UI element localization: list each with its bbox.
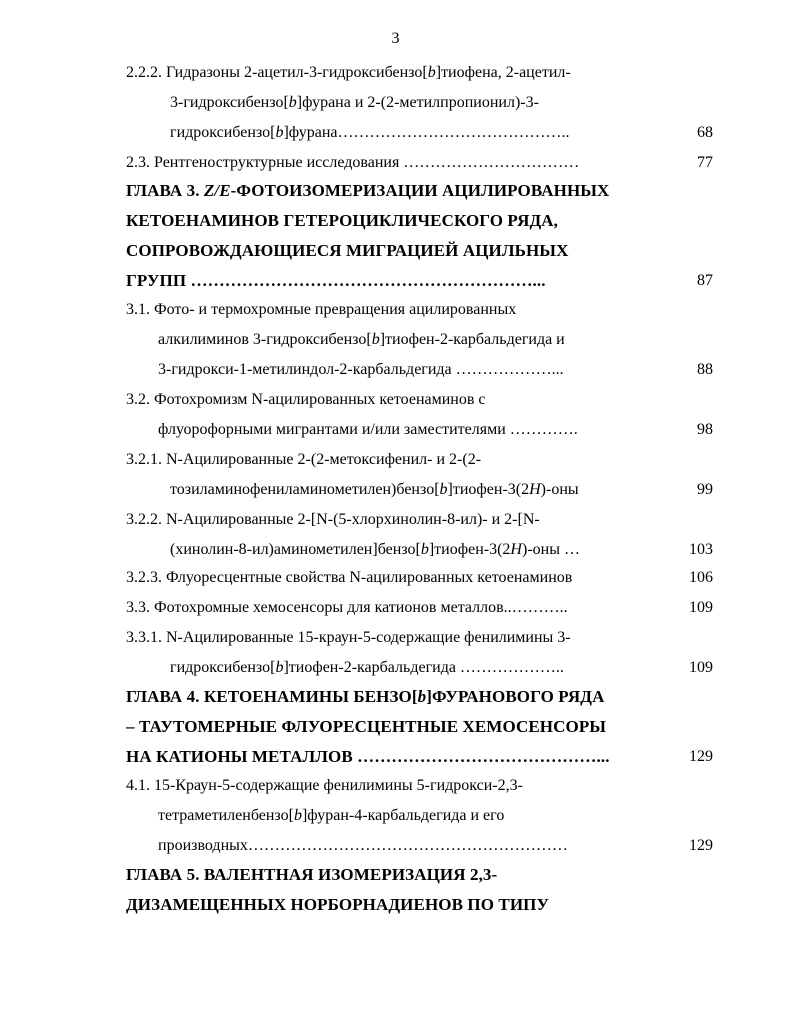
toc-entry-text: СОПРОВОЖДАЮЩИЕСЯ МИГРАЦИЕЙ АЦИЛЬНЫХ [126, 241, 569, 260]
toc-entry-text: КЕТОЕНАМИНОВ ГЕТЕРОЦИКЛИЧЕСКОГО РЯДА, [126, 211, 558, 230]
toc-entry-text: 3.3. Фотохромные хемосенсоры для катионов металлов..……….. [126, 599, 568, 616]
toc-entry-text: гидроксибензо[b]фурана…………………………………….. [170, 124, 570, 141]
toc-entry-line [0, 327, 791, 353]
toc-entry-text: тозиламинофениламинометилен)бензо[b]тиофен-3(2H)-оны [170, 481, 579, 498]
toc-entry-line [0, 537, 791, 563]
toc-entry-text: 4.1. 15-Краун-5-содержащие фенилимины 5-гидрокси-2,3- [126, 777, 523, 794]
toc-entry-text: 3-гидроксибензо[b]фурана и 2-(2-метилпропионил)-3- [170, 94, 539, 111]
toc-entry-line [0, 357, 791, 383]
toc-entry-text: алкилиминов 3-гидроксибензо[b]тиофен-2-карбальдегида и [158, 331, 565, 348]
toc-page-number: 129 [689, 837, 713, 854]
toc-entry-line [0, 387, 791, 413]
toc-chapter-line [0, 862, 791, 888]
toc-entry-line [0, 417, 791, 443]
toc-entry-line [0, 477, 791, 503]
toc-entry-text: 3.2.3. Флуоресцентные свойства N-ацилированных кетоенаминов [126, 569, 573, 586]
toc-entry-text: производных…………………………………………………… [158, 837, 568, 854]
toc-entry-text: 3.2.1. N-Ацилированные 2-(2-метоксифенил- и 2-(2- [126, 451, 482, 468]
toc-chapter-line [0, 744, 791, 770]
toc-entry-text: ДИЗАМЕЩЕННЫХ НОРБОРНАДИЕНОВ ПО ТИПУ [126, 895, 550, 914]
toc-entry-text: 2.3. Рентгеноструктурные исследования …………………………… [126, 154, 580, 171]
toc-chapter-line [0, 714, 791, 740]
toc-entry-text: 3.2. Фотохромизм N-ацилированных кетоенаминов с [126, 391, 486, 408]
toc-page-number: 68 [697, 124, 713, 141]
toc-entry-line [0, 150, 791, 176]
toc-chapter-line [0, 892, 791, 918]
toc-entry-text: 3.1. Фото- и термохромные превращения ацилированных [126, 301, 517, 318]
page-number: 3 [391, 30, 400, 47]
toc-page-number: 87 [697, 272, 713, 289]
toc-entry-line [0, 595, 791, 621]
toc-chapter-line [0, 208, 791, 234]
toc-chapter-line [0, 238, 791, 264]
toc-entry-line [0, 833, 791, 859]
toc-page-number: 88 [697, 361, 713, 378]
toc-entry-text: ГЛАВА 4. КЕТОЕНАМИНЫ БЕНЗО[b]ФУРАНОВОГО РЯДА [126, 687, 605, 706]
toc-entry-text: ГЛАВА 5. ВАЛЕНТНАЯ ИЗОМЕРИЗАЦИЯ 2,3- [126, 865, 498, 884]
toc-page-number: 129 [689, 748, 713, 765]
toc-entry-text: ГРУПП ……………………………………………………... [126, 271, 546, 290]
toc-entry-text: тетраметиленбензо[b]фуран-4-карбальдегида и его [158, 807, 505, 824]
toc-chapter-line [0, 178, 791, 204]
toc-page-number: 99 [697, 481, 713, 498]
toc-page-number: 98 [697, 421, 713, 438]
toc-entry-line [0, 773, 791, 799]
toc-entry-text: (хинолин-8-ил)аминометилен]бензо[b]тиофен-3(2H)-оны … [170, 541, 580, 558]
toc-entry-text: НА КАТИОНЫ МЕТАЛЛОВ ……………………………………... [126, 747, 610, 766]
toc-chapter-line [0, 268, 791, 294]
toc-page-number: 109 [689, 659, 713, 676]
toc-page-number: 109 [689, 599, 713, 616]
toc-entry-line [0, 90, 791, 116]
toc-entry-text: гидроксибензо[b]тиофен-2-карбальдегида ……………….. [170, 659, 564, 676]
toc-entry-text: 2.2.2. Гидразоны 2-ацетил-3-гидроксибензо[b]тиофена, 2-ацетил- [126, 64, 571, 81]
toc-entry-line [0, 625, 791, 651]
toc-entry-line [0, 297, 791, 323]
toc-entry-line [0, 507, 791, 533]
toc-page-number: 77 [697, 154, 713, 171]
toc-page-number: 106 [689, 569, 713, 586]
toc-entry-text: 3.2.2. N-Ацилированные 2-[N-(5-хлорхинолин-8-ил)- и 2-[N- [126, 511, 540, 528]
toc-entry-text: флуорофорными мигрантами и/или заместителями …………. [158, 421, 578, 438]
toc-entry-line [0, 447, 791, 473]
toc-entry-text: ГЛАВА 3. Z/E-ФОТОИЗОМЕРИЗАЦИИ АЦИЛИРОВАННЫХ [126, 181, 610, 200]
toc-page-number: 103 [689, 541, 713, 558]
toc-entry-line [0, 565, 791, 591]
toc-entry-line [0, 803, 791, 829]
toc-entry-text: 3-гидрокси-1-метилиндол-2-карбальдегида ………………... [158, 361, 564, 378]
toc-entry-line [0, 120, 791, 146]
toc-chapter-line [0, 684, 791, 710]
toc-entry-text: – ТАУТОМЕРНЫЕ ФЛУОРЕСЦЕНТНЫЕ ХЕМОСЕНСОРЫ [126, 717, 607, 736]
toc-entry-line [0, 655, 791, 681]
toc-entry-text: 3.3.1. N-Ацилированные 15-краун-5-содержащие фенилимины 3- [126, 629, 571, 646]
toc-entry-line [0, 60, 791, 86]
